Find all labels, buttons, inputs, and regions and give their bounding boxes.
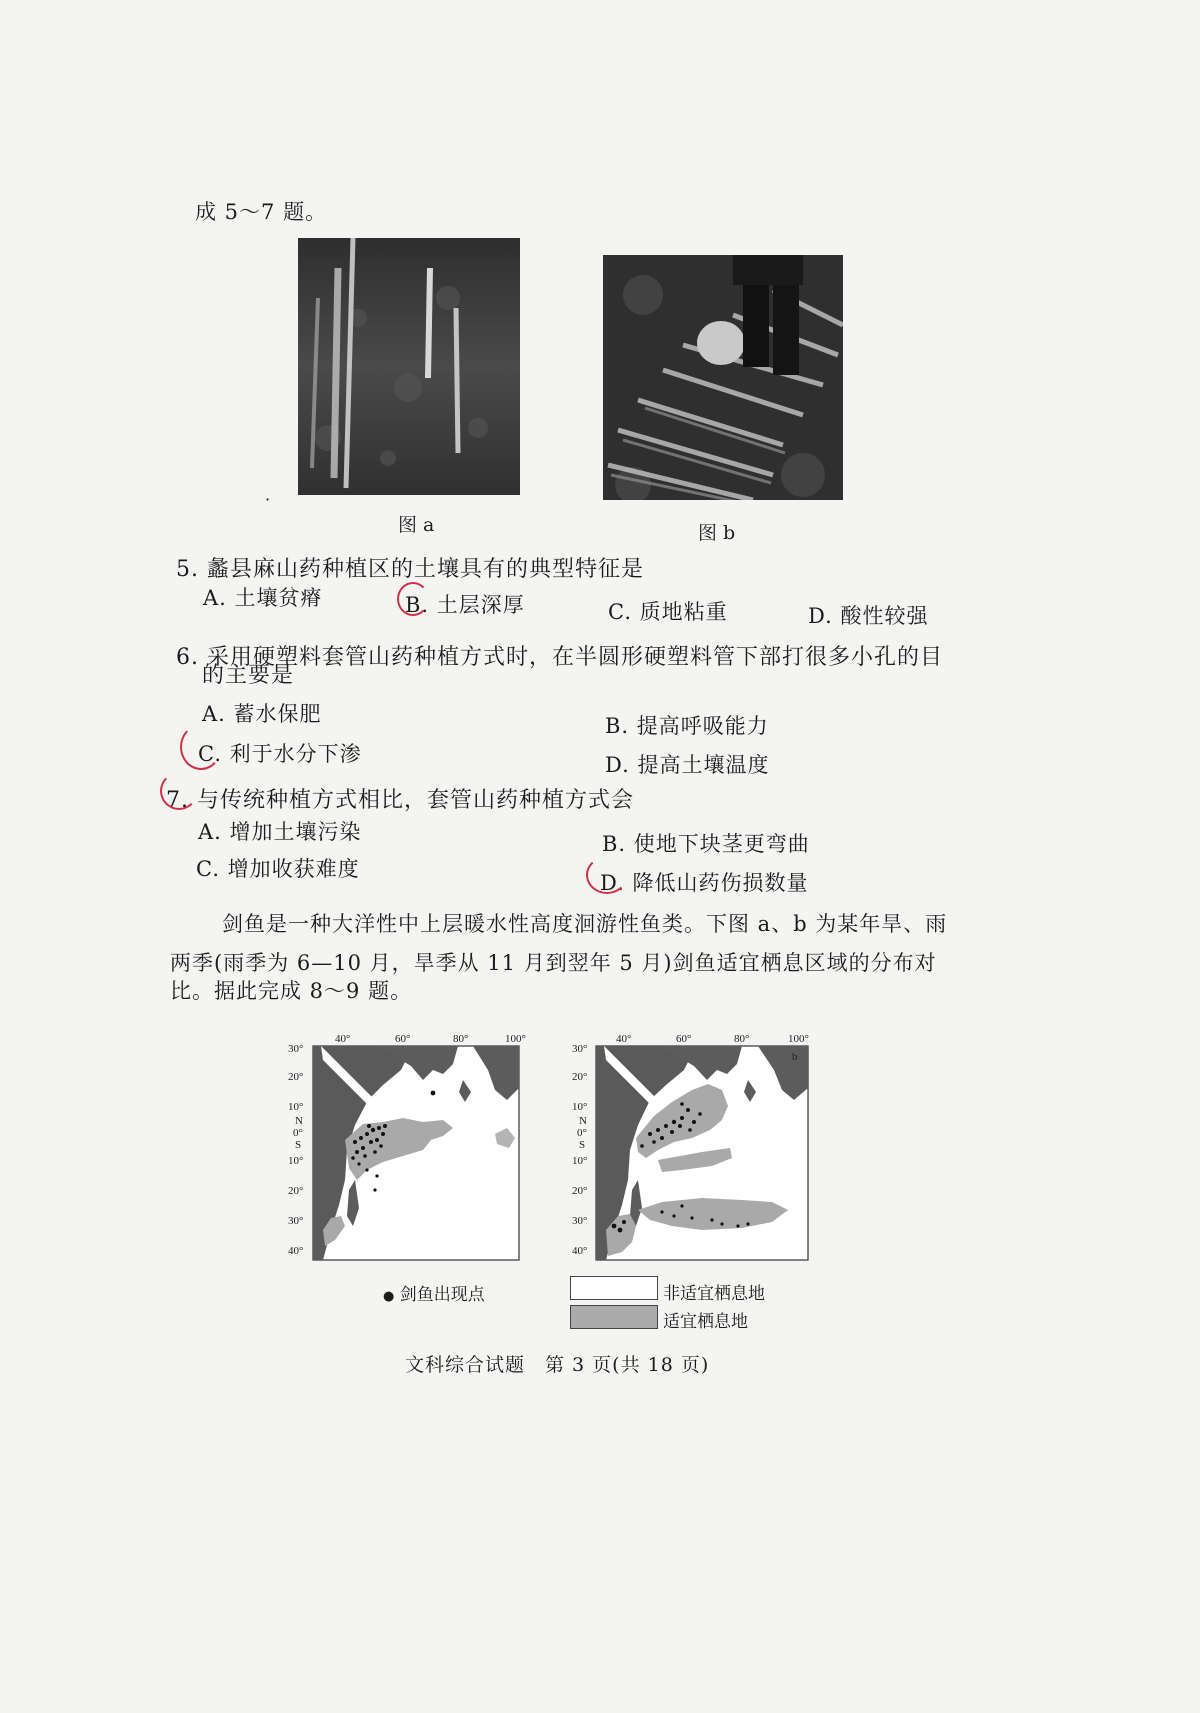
passage-line-1: 剑鱼是一种大洋性中上层暖水性高度洄游性鱼类。下图 a、b 为某年旱、雨 <box>222 912 948 936</box>
q6-option-d: D. 提高土壤温度 <box>605 753 770 777</box>
legend-dot-label: 剑鱼出现点 <box>399 1285 485 1305</box>
question-5: 5. 蠡县麻山药种植区的土壤具有的典型特征是 <box>176 557 644 582</box>
q5-option-d: D. 酸性较强 <box>808 604 929 628</box>
q7-option-c: C. 增加收获难度 <box>196 857 360 881</box>
legend-swatch-unsuitable <box>570 1276 658 1300</box>
question-7: 7. 与传统种植方式相比，套管山药种植方式会 <box>166 788 634 813</box>
lat-label: S <box>579 1139 586 1151</box>
legend-suitable-label: 适宜栖息地 <box>663 1312 748 1332</box>
q5-option-b: B. 土层深厚 <box>405 593 525 617</box>
passage-line-2: 两季(雨季为 6—10 月，旱季从 11 月到翌年 5 月)剑鱼适宜栖息区域的分布对 <box>170 951 937 975</box>
answer-mark-q6 <box>180 724 222 770</box>
lat-label: 30° <box>572 1215 588 1227</box>
legend-unsuitable-label: 非适宜栖息地 <box>663 1284 765 1304</box>
legend-swatch-suitable <box>570 1305 658 1329</box>
lon-label: 60° <box>395 1033 411 1045</box>
lat-label: 10° <box>288 1101 304 1113</box>
lat-label: 10° <box>288 1155 304 1167</box>
caption-fig-b: 图 b <box>698 522 736 544</box>
lon-label: 100° <box>788 1033 809 1045</box>
q6-option-c: C. 利于水分下渗 <box>198 742 362 766</box>
lat-label: 20° <box>288 1071 304 1083</box>
passage-line-3: 比。据此完成 8～9 题。 <box>170 979 413 1003</box>
intro-tail: 成 5～7 题。 <box>195 200 328 224</box>
lat-label: N <box>295 1115 303 1127</box>
legend-dot-item <box>383 1280 485 1305</box>
q6-option-b: B. 提高呼吸能力 <box>605 714 769 738</box>
lat-label: 0° <box>293 1127 303 1139</box>
question-6-cont: 的主要是 <box>202 663 295 688</box>
q7-option-d: D. 降低山药伤损数量 <box>600 871 809 895</box>
answer-mark-q7 <box>160 772 198 810</box>
lon-label: 40° <box>335 1033 351 1045</box>
lat-label: 40° <box>288 1245 304 1257</box>
lon-label: 100° <box>505 1033 526 1045</box>
dot-icon: ● <box>383 1289 395 1304</box>
lon-label: 80° <box>734 1033 750 1045</box>
lat-label: N <box>579 1115 587 1127</box>
lat-label: 0° <box>577 1127 587 1139</box>
question-6: 6. 采用硬塑料套管山药种植方式时，在半圆形硬塑料管下部打很多小孔的目 <box>176 645 943 670</box>
lon-label: 60° <box>676 1033 692 1045</box>
answer-mark-q7-d <box>586 856 628 894</box>
map-a <box>283 1030 533 1265</box>
caption-fig-a: 图 a <box>398 514 435 536</box>
lat-label: 20° <box>572 1071 588 1083</box>
speck: · <box>265 490 271 509</box>
photo-a <box>298 238 520 495</box>
lon-label: 80° <box>453 1033 469 1045</box>
answer-mark-q5 <box>397 582 429 616</box>
lat-label: 10° <box>572 1101 588 1113</box>
lat-label: 40° <box>572 1245 588 1257</box>
lat-label: 30° <box>572 1043 588 1055</box>
lat-label: S <box>295 1139 302 1151</box>
lon-label: 40° <box>616 1033 632 1045</box>
q5-option-c: C. 质地粘重 <box>608 600 728 624</box>
lat-label: 20° <box>288 1185 304 1197</box>
q7-option-b: B. 使地下块茎更弯曲 <box>602 832 810 856</box>
q5-option-a: A. 土壤贫瘠 <box>203 586 323 610</box>
lat-label: 20° <box>572 1185 588 1197</box>
map-b-letter: b <box>792 1051 798 1063</box>
photo-b <box>603 255 843 500</box>
lat-label: 30° <box>288 1043 304 1055</box>
map-b <box>562 1030 824 1265</box>
q6-option-a: A. 蓄水保肥 <box>202 702 322 726</box>
page-footer: 文科综合试题 第 3 页(共 18 页) <box>405 1354 710 1376</box>
lat-label: 10° <box>572 1155 588 1167</box>
q7-option-a: A. 增加土壤污染 <box>198 820 362 844</box>
lat-label: 30° <box>288 1215 304 1227</box>
